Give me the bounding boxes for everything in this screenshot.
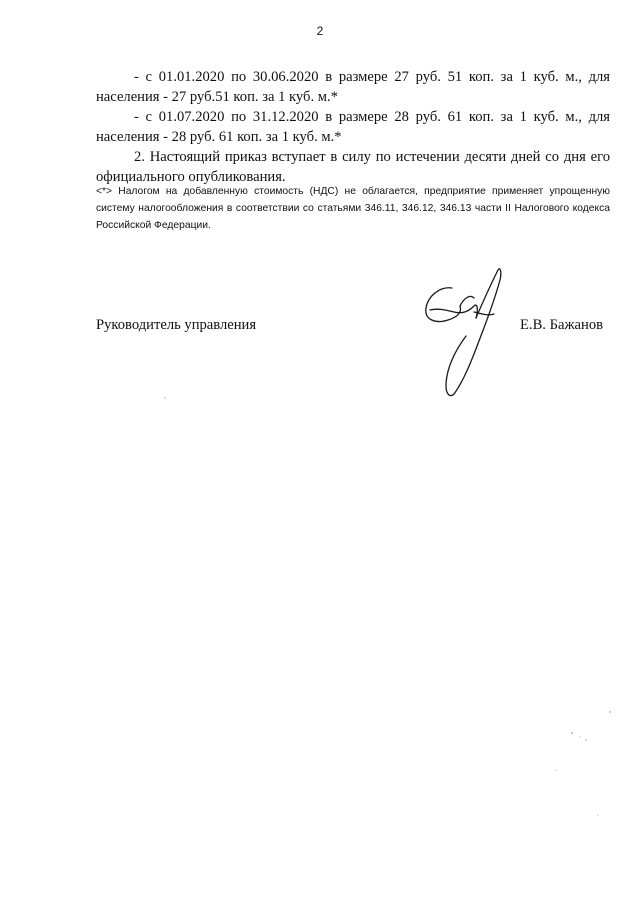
effective-date-paragraph: 2. Настоящий приказ вступает в силу по истечении десяти дней со дня его официального опубликования. (96, 149, 610, 185)
signatory-name: Е.В. Бажанов (520, 317, 604, 333)
handwritten-signature (418, 262, 518, 407)
order-text (96, 67, 610, 187)
footnote (96, 183, 610, 234)
tariff-paragraph-first-half: - с 01.01.2020 по 30.06.2020 в размере 27 руб. 51 коп. за 1 куб. м., для населения - 27 руб.51 коп. за 1 куб. м.* (96, 69, 610, 105)
tariff-paragraph-second-half: - с 01.07.2020 по 31.12.2020 в размере 28 руб. 61 коп. за 1 куб. м., для населения - 28 руб. 61 коп. за 1 куб. м.* (96, 109, 610, 145)
signatory-title: Руководитель управления (96, 317, 257, 333)
page-number: 2 (316, 24, 324, 38)
vat-footnote: <*> Налогом на добавленную стоимость (НДС) не облагается, предприятие применяет упрощенную систему налогообложения в соответствии со статьями 346.11, 346.12, 346.13 части II Налогового кодекса Российской Федерации. (96, 186, 610, 231)
